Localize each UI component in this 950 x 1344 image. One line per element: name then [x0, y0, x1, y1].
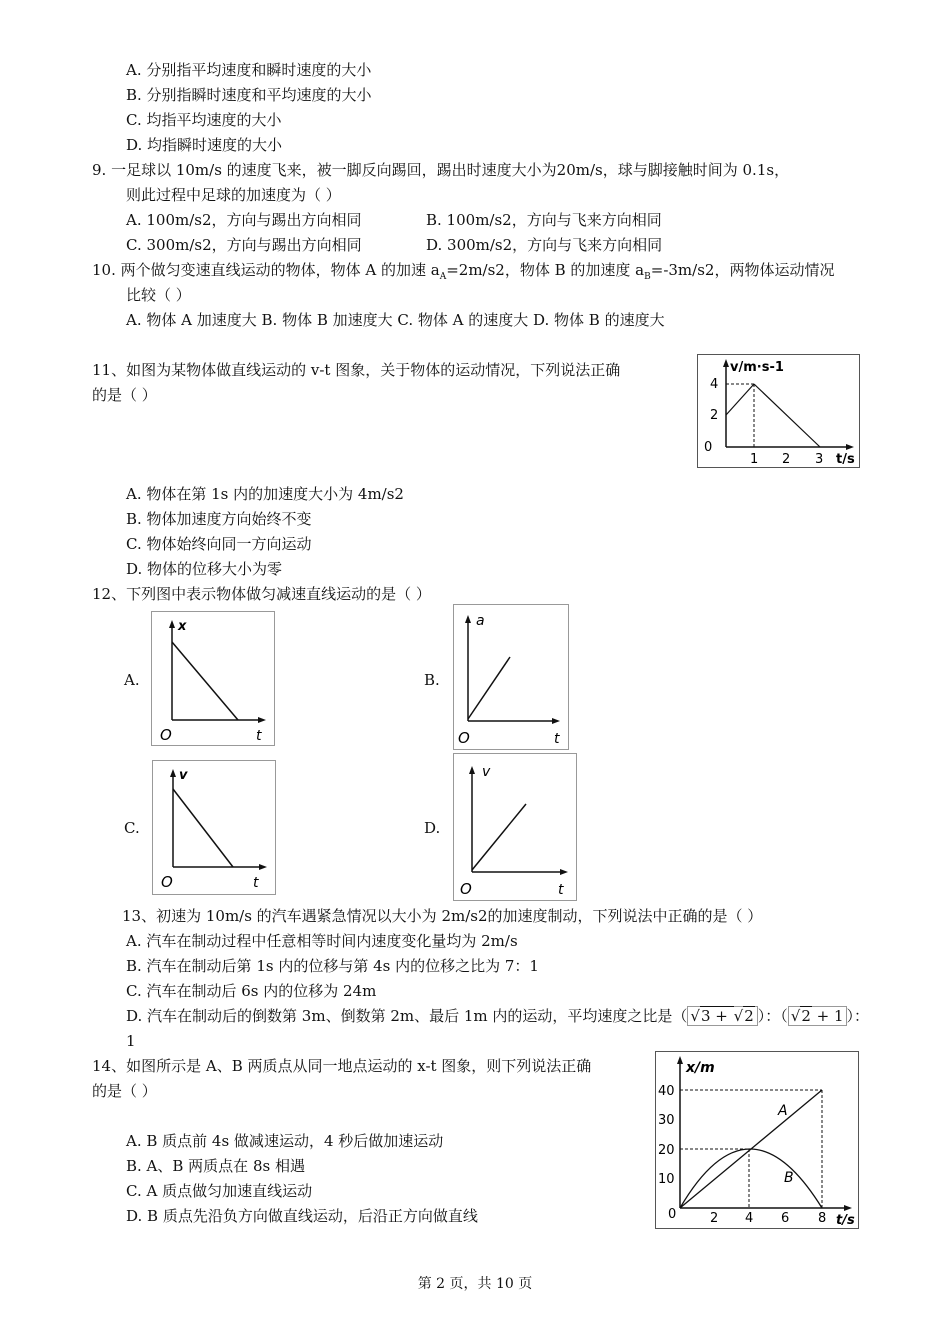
q14-graph-xtick-2: 2: [710, 1211, 719, 1226]
q13-option-a: A. 汽车在制动过程中任意相等时间内速度变化量均为 2m/s: [126, 932, 518, 950]
q10-options: A. 物体 A 加速度大 B. 物体 B 加速度大 C. 物体 A 的速度大 D. 物体 B 的速度大: [126, 311, 665, 329]
q14-option-d: D. B 质点先沿负方向做直线运动，后沿正方向做直线: [126, 1207, 478, 1225]
q11-graph-xlabel: t/s: [836, 452, 855, 467]
q11-graph-line-rise: [726, 384, 754, 415]
q13-optd-prefix: D. 汽车在制动后的倒数第 3m、倒数第 2m、最后 1m 内的运动，平均速度之比是（: [126, 1007, 688, 1025]
q12-graph-b: [453, 604, 569, 750]
q9-option-c: C. 300m/s2，方向与踢出方向相同: [126, 236, 362, 254]
q11-graph-line-fall: [754, 384, 820, 447]
q8-option-b: B. 分别指瞬时速度和平均速度的大小: [126, 86, 372, 104]
q11-graph-xtick-3: 3: [815, 452, 824, 467]
q13-optd-root3: 3 +: [700, 1007, 733, 1025]
q9-option-d: D. 300m/s2，方向与飞来方向相同: [426, 236, 663, 254]
q11-graph-xtick-2: 2: [782, 452, 791, 467]
q12-label-c: C.: [124, 819, 140, 837]
q10-stem-part2: =2m/s2，物体 B 的加速度 a: [446, 261, 645, 279]
q13-optd-root2b: 2: [801, 1007, 811, 1025]
q10-sub-b: B: [644, 272, 651, 282]
q12b-origin: O: [458, 729, 470, 747]
q14-graph-ytick-30: 30: [658, 1113, 675, 1128]
q12-label-b: B.: [424, 671, 440, 689]
q14-graph-xtick-8: 8: [818, 1211, 827, 1226]
q13-optd-tail: 1: [126, 1032, 136, 1050]
q10-stem-line1: [92, 260, 834, 287]
q12a-origin: O: [160, 726, 172, 744]
q14-graph-xtick-4: 4: [745, 1211, 754, 1226]
q13-stem: 13、初速为 10m/s 的汽车遇紧急情况以大小为 2m/s2的加速度制动，下列说法中正确的是（ ）: [122, 907, 763, 925]
q14-graph-xlabel: t/s: [836, 1213, 855, 1228]
q14-graph-origin: 0: [668, 1207, 677, 1222]
q8-option-a: A. 分别指平均速度和瞬时速度的大小: [126, 61, 372, 79]
q11-stem-line2: 的是（ ）: [92, 386, 157, 404]
q11-option-c: C. 物体始终向同一方向运动: [126, 535, 312, 553]
q14-option-b: B. A、B 两质点在 8s 相遇: [126, 1157, 305, 1175]
q11-graph-origin: 0: [704, 440, 713, 455]
q8-option-c: C. 均指平均速度的大小: [126, 111, 282, 129]
q10-sub-a: A: [439, 272, 447, 282]
q11-option-d: D. 物体的位移大小为零: [126, 560, 283, 578]
q14-graph-curve-b: [680, 1149, 822, 1208]
q13-option-b: B. 汽车在制动后第 1s 内的位移与第 4s 内的位移之比为 7：1: [126, 957, 539, 975]
q12-graph-c: [152, 760, 276, 895]
q9-option-b: B. 100m/s2，方向与飞来方向相同: [426, 211, 662, 229]
q13-option-c: C. 汽车在制动后 6s 内的位移为 24m: [126, 982, 377, 1000]
q13-optd-root2: 2: [744, 1007, 754, 1025]
q13-optd-mid: ）：（: [757, 1007, 788, 1025]
q14-graph-ytick-10: 10: [658, 1172, 675, 1187]
q12b-xlabel: t: [554, 731, 560, 747]
q14-graph-xtick-6: 6: [781, 1211, 790, 1226]
q14-xt-graph: [655, 1051, 859, 1229]
q12c-xlabel: t: [253, 875, 259, 891]
q11-graph-ylabel: v/m·s-1: [730, 360, 784, 375]
q14-graph-label-a: A: [778, 1103, 788, 1119]
q11-graph-ytick-2: 2: [710, 408, 719, 423]
q12-graph-a: [151, 611, 275, 746]
q14-graph-ytick-20: 20: [658, 1143, 675, 1158]
q12a-ylabel: x: [178, 619, 187, 634]
q9-option-a: A. 100m/s2，方向与踢出方向相同: [126, 211, 362, 229]
q14-option-a: A. B 质点前 4s 做减速运动，4 秒后做加速运动: [126, 1132, 444, 1150]
q11-graph-ytick-4: 4: [710, 377, 719, 392]
q11-graph-xtick-1: 1: [750, 452, 759, 467]
page-footer: 第 2 页，共 10 页: [417, 1276, 533, 1292]
q10-stem-part3: =-3m/s2，两物体运动情况: [650, 261, 835, 279]
q10-stem-part1: 10. 两个做匀变速直线运动的物体，物体 A 的加速 a: [92, 261, 440, 279]
q13-optd-plus1: + 1: [811, 1007, 844, 1025]
q12c-origin: O: [161, 873, 173, 891]
q14-graph-ytick-40: 40: [658, 1084, 675, 1099]
q14-stem-line1: 14、如图所示是 A、B 两质点从同一地点运动的 x-t 图象，则下列说法正确: [92, 1057, 592, 1075]
q14-option-c: C. A 质点做匀加速直线运动: [126, 1182, 313, 1200]
q14-graph-ylabel: x/m: [686, 1060, 715, 1076]
q10-stem-line2: 比较（ ）: [126, 286, 191, 304]
q12d-ylabel: v: [482, 764, 491, 780]
q11-stem-line1: 11、如图为某物体做直线运动的 v-t 图象，关于物体的运动情况，下列说法正确: [92, 361, 621, 379]
q9-stem-line2: 则此过程中足球的加速度为（ ）: [126, 186, 341, 204]
q11-vt-graph: [697, 354, 860, 468]
q14-graph-label-b: B: [784, 1170, 794, 1186]
q14-stem-line2: 的是（ ）: [92, 1082, 157, 1100]
q12-stem: 12、下列图中表示物体做匀减速直线运动的是（ ）: [92, 585, 431, 603]
q12-graph-d: [453, 753, 577, 901]
q13-optd-end: ）：: [846, 1007, 870, 1025]
q9-stem-line1: 9. 一足球以 10m/s 的速度飞来，被一脚反向踢回，踢出时速度大小为20m/s，球与脚接触时间为 0.1s，: [92, 161, 790, 179]
q11-option-a: A. 物体在第 1s 内的加速度大小为 4m/s2: [126, 485, 404, 503]
q12c-ylabel: v: [179, 768, 188, 783]
q12a-xlabel: t: [256, 728, 262, 744]
q12d-origin: O: [460, 880, 472, 898]
q12-label-d: D.: [424, 819, 441, 837]
q13-option-d: D. 汽车在制动后的倒数第 3m、倒数第 2m、最后 1m 内的运动，平均速度之比是（ √3 + √2 ）：（ √2 + 1 ）：: [126, 1007, 870, 1025]
q8-option-d: D. 均指瞬时速度的大小: [126, 136, 283, 154]
q12d-xlabel: t: [558, 882, 564, 898]
q12-label-a: A.: [124, 671, 140, 689]
q12b-ylabel: a: [476, 613, 485, 629]
q11-option-b: B. 物体加速度方向始终不变: [126, 510, 312, 528]
